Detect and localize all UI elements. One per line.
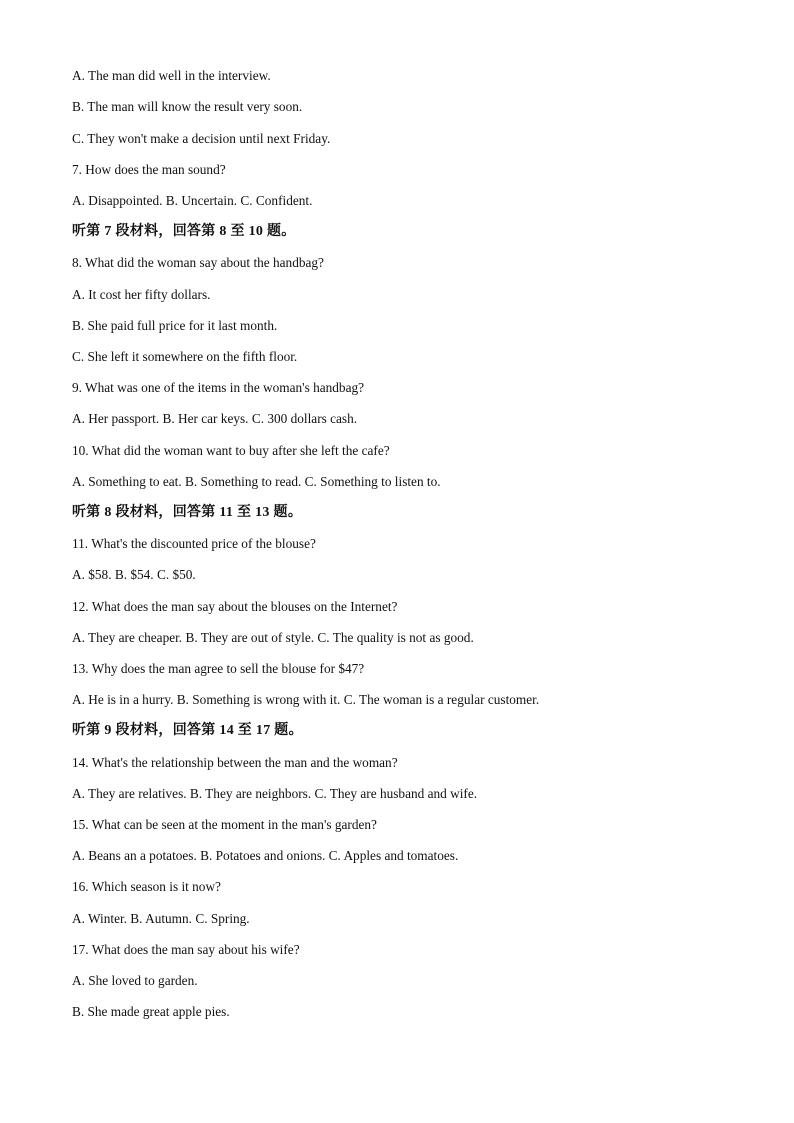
option-line: A. It cost her fifty dollars. bbox=[72, 287, 211, 302]
question-line: 10. What did the woman want to buy after she left the cafe? bbox=[72, 443, 390, 458]
question-line: 16. Which season is it now? bbox=[72, 879, 221, 894]
option-line: A. Something to eat. B. Something to read. C. Something to listen to. bbox=[72, 474, 441, 489]
option-line: A. Winter. B. Autumn. C. Spring. bbox=[72, 911, 250, 926]
section-heading: 听第 8 段材料，回答第 11 至 13 题。 bbox=[72, 505, 303, 520]
option-line: A. They are cheaper. B. They are out of style. C. The quality is not as good. bbox=[72, 630, 474, 645]
question-line: 13. Why does the man agree to sell the blouse for $47? bbox=[72, 661, 365, 676]
option-line: B. She paid full price for it last month. bbox=[72, 318, 278, 333]
question-line: 9. What was one of the items in the woman's handbag? bbox=[72, 380, 365, 395]
question-line: 17. What does the man say about his wife? bbox=[72, 942, 300, 957]
option-line: A. Beans an a potatoes. B. Potatoes and onions. C. Apples and tomatoes. bbox=[72, 848, 459, 863]
option-line: A. The man did well in the interview. bbox=[72, 68, 271, 83]
question-line: 12. What does the man say about the blouses on the Internet? bbox=[72, 599, 398, 614]
option-line: C. She left it somewhere on the fifth floor. bbox=[72, 349, 298, 364]
option-line: A. They are relatives. B. They are neighbors. C. They are husband and wife. bbox=[72, 786, 478, 801]
option-line: B. She made great apple pies. bbox=[72, 1004, 230, 1019]
section-heading: 听第 9 段材料，回答第 14 至 17 题。 bbox=[72, 723, 303, 738]
option-line: C. They won't make a decision until next Friday. bbox=[72, 131, 331, 146]
question-line: 14. What's the relationship between the man and the woman? bbox=[72, 755, 398, 770]
option-line: A. He is in a hurry. B. Something is wrong with it. C. The woman is a regular customer. bbox=[72, 692, 540, 707]
question-line: 8. What did the woman say about the handbag? bbox=[72, 255, 324, 270]
option-line: B. The man will know the result very soon. bbox=[72, 99, 303, 114]
option-line: A. $58. B. $54. C. $50. bbox=[72, 567, 196, 582]
question-line: 11. What's the discounted price of the blouse? bbox=[72, 536, 316, 551]
option-line: A. Her passport. B. Her car keys. C. 300 dollars cash. bbox=[72, 411, 358, 426]
option-line: A. Disappointed. B. Uncertain. C. Confident. bbox=[72, 193, 313, 208]
question-line: 7. How does the man sound? bbox=[72, 162, 226, 177]
option-line: A. She loved to garden. bbox=[72, 973, 198, 988]
question-line: 15. What can be seen at the moment in the man's garden? bbox=[72, 817, 377, 832]
section-heading: 听第 7 段材料，回答第 8 至 10 题。 bbox=[72, 224, 296, 239]
